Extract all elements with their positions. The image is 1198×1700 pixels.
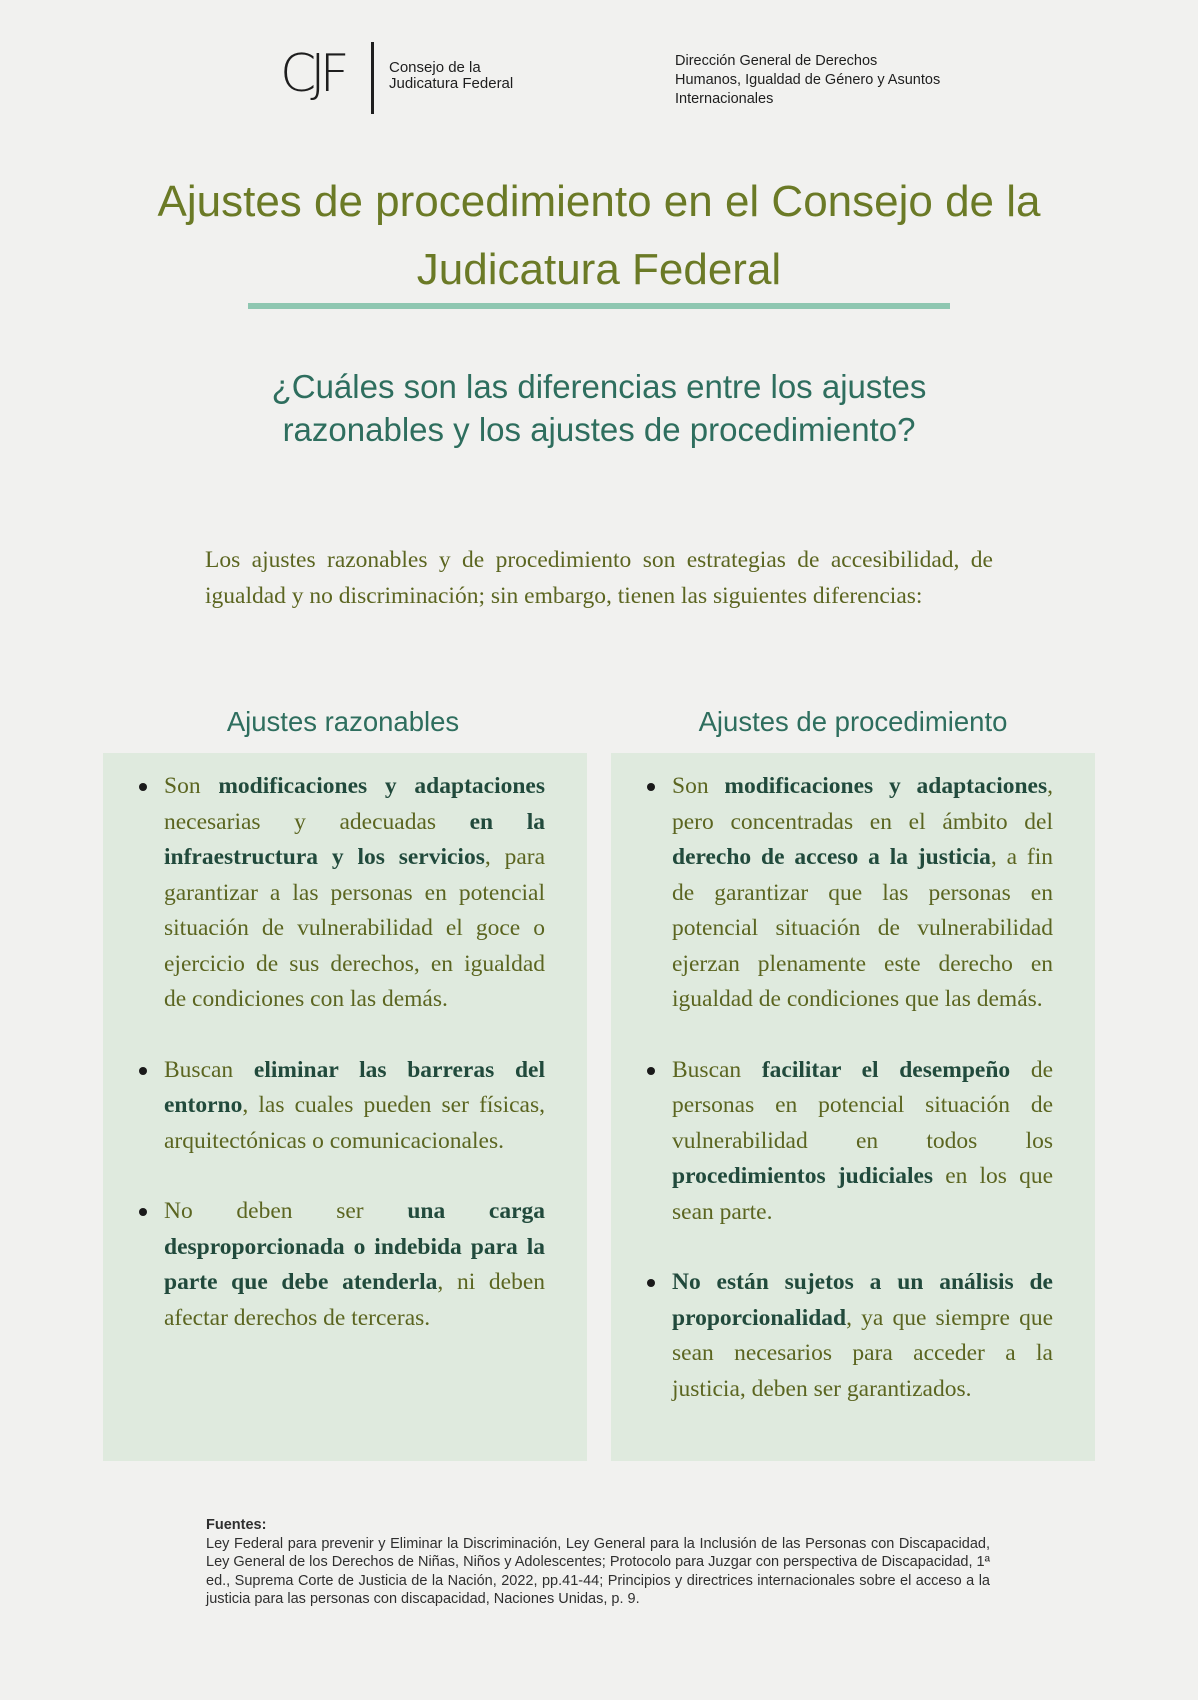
bullet-icon: [647, 1067, 655, 1075]
item-text: Son: [164, 773, 219, 799]
column-heading-procedimiento: Ajustes de procedimiento: [698, 706, 1008, 737]
sources-label: Fuentes:: [206, 1517, 267, 1533]
item-text: en los que sean parte.: [672, 1163, 1053, 1225]
bullet-icon: [647, 1279, 655, 1287]
item-text: , para garantizar a las personas en potencial situación de vulnerabilidad el goce o ejercicio de sus derechos, en igualdad de condiciones con las demás.: [164, 844, 546, 1012]
list-item: [672, 1265, 1053, 1407]
item-text: , a fin de garantizar que las personas en potencial situación de vulnerabilidad ejerzan plenamente este derecho en igualdad de condiciones que las demás.: [672, 844, 1053, 1012]
logo-text: Consejo de la Judicatura Federal: [389, 59, 514, 92]
intro-paragraph: Los ajustes razonables y de procedimiento son estrategias de accesibilidad, de igualdad y no discriminación; sin embargo, tienen las siguientes diferencias:: [205, 547, 993, 609]
header: [0, 38, 1198, 118]
item-emphasis: modificaciones y adaptaciones: [218, 773, 545, 799]
list-procedimiento: [611, 753, 1095, 1407]
item-emphasis: una carga desproporcionada o indebida para la parte que debe atenderla: [164, 1198, 546, 1295]
list-item: [164, 769, 545, 1018]
item-text: , pero concentradas en el ámbito del: [672, 773, 1053, 835]
panel-procedimiento: [611, 753, 1095, 1461]
item-text: , ya que siempre que sean necesarios para acceder a la justicia, deben ser garantizados.: [672, 1304, 1053, 1402]
item-text: de personas en potencial situación de vulnerabilidad en todos los: [672, 1056, 1053, 1154]
column-heading-razonables: Ajustes razonables: [226, 706, 460, 737]
sources: [206, 1516, 990, 1609]
list-item: [672, 1053, 1053, 1231]
item-text: No deben ser: [164, 1198, 408, 1224]
list-item: [164, 1194, 545, 1336]
item-text: Buscan: [672, 1056, 762, 1083]
bullet-icon: [139, 1208, 147, 1216]
bullet-icon: [647, 783, 655, 791]
page-title: Ajustes de procedimiento en el Consejo de la Judicatura Federal: [157, 177, 1041, 294]
list-item: [672, 769, 1053, 1018]
panel-razonables: [103, 753, 587, 1461]
item-text: necesarias y adecuadas: [164, 808, 470, 835]
department-name: Dirección General de Derechos Humanos, Igualdad de Género y Asuntos Internacionales: [675, 53, 941, 107]
item-text: Son: [672, 773, 725, 799]
list-razonables: [103, 753, 587, 1336]
bullet-icon: [139, 1067, 147, 1075]
item-emphasis: en la infraestructura y los servicios: [164, 808, 545, 870]
title-underline: [248, 303, 950, 309]
logo-divider: [371, 42, 374, 114]
item-emphasis: derecho de acceso a la justicia: [672, 844, 991, 870]
list-item: [164, 1053, 545, 1160]
bullet-icon: [139, 783, 147, 791]
item-emphasis: No están sujetos a un análisis de proporcionalidad: [672, 1269, 1053, 1331]
item-emphasis: facilitar el desempeño: [761, 1056, 1011, 1083]
logo-mark: CJF: [280, 44, 344, 104]
item-text: , ni deben afectar derechos de terceras.: [164, 1269, 545, 1331]
item-emphasis: modificaciones y adaptaciones: [724, 773, 1048, 799]
sources-text: Ley Federal para prevenir y Eliminar la Discriminación, Ley General para la Inclusión de las Personas con Discapacidad, Ley General de los Derechos de Niñas, Niños y Adolescentes; Protocolo para Juzgar con perspectiva de Discapacidad, 1ª ed., Suprema Corte de Justicia de la Nación, 2022, pp.41-44; Principios y directrices internacionales sobre el acceso a la justicia para las personas con discapacidad, Naciones Unidas, p. 9.: [206, 1535, 990, 1607]
item-text: Buscan: [164, 1056, 254, 1083]
item-text: , las cuales pueden ser físicas, arquitectónicas o comunicacionales.: [164, 1092, 545, 1154]
item-emphasis: procedimientos judiciales: [672, 1163, 934, 1189]
section-question: ¿Cuáles son las diferencias entre los ajustes razonables y los ajustes de procedimiento?: [271, 368, 927, 448]
item-emphasis: eliminar las barreras del entorno: [164, 1056, 545, 1118]
